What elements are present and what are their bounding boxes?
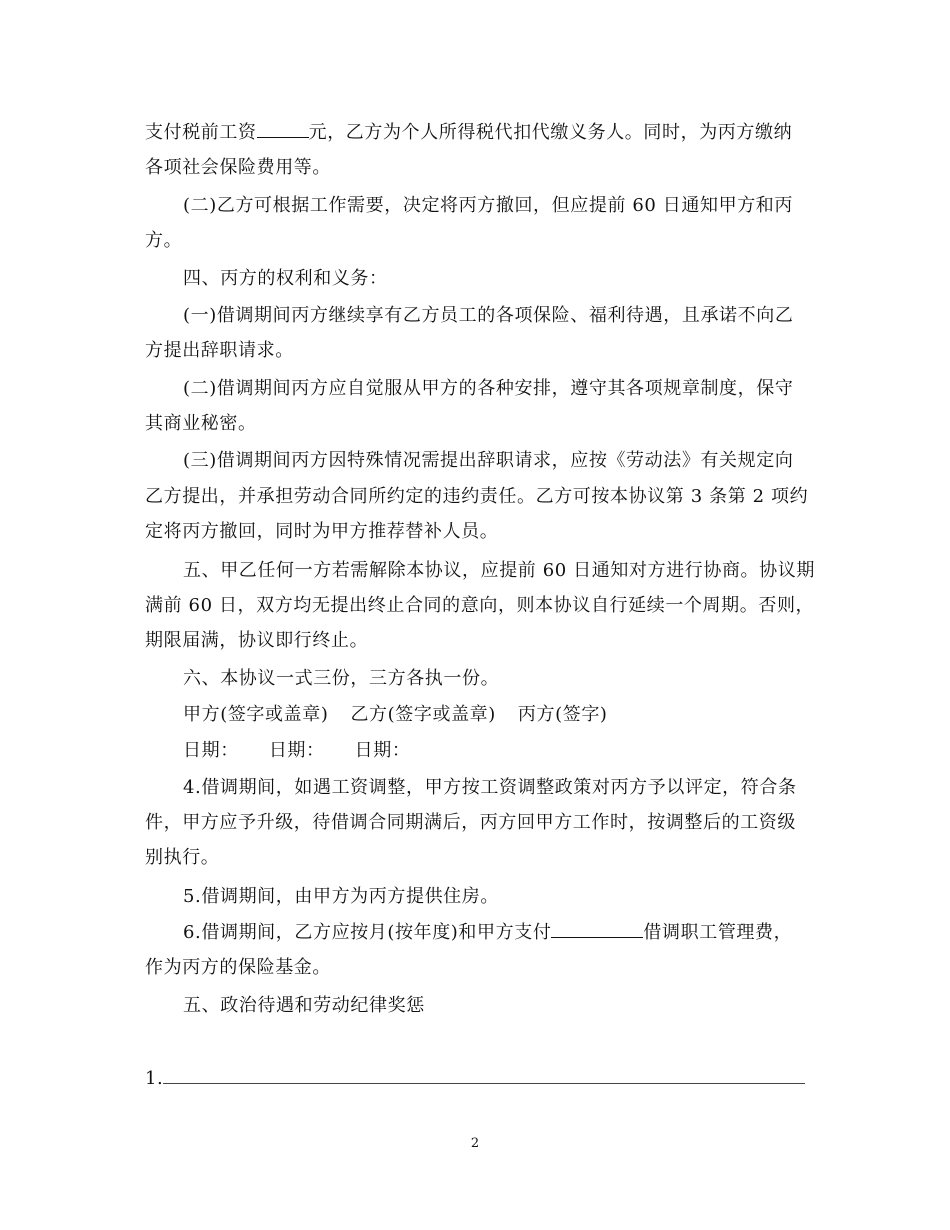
paragraph-line: 4.借调期间，如遇工资调整，甲方按工资调整政策对丙方予以评定，符合条 xyxy=(183,777,797,798)
numbered-item-label: 1. xyxy=(145,1068,164,1089)
paragraph-line: 五、甲乙任何一方若需解除本协议，应提前 60 日通知对方进行协商。协议期 xyxy=(183,560,815,581)
text-line: 作为丙方的保险基金。 xyxy=(145,957,331,978)
text-line: 件，甲方应予升级，待借调合同期满后，丙方回甲方工作时，按调整后的工资级 xyxy=(145,812,796,833)
paragraph-line: (二)借调期间丙方应自觉服从甲方的各种安排，遵守其各项规章制度，保守 xyxy=(183,378,794,399)
text-line: 各项社会保险费用等。 xyxy=(145,157,331,178)
text-run: 支付税前工资 xyxy=(145,122,257,143)
paragraph-line: (一)借调期间丙方继续享有乙方员工的各项保险、福利待遇，且承诺不向乙 xyxy=(183,305,794,326)
text-line: 方。 xyxy=(145,230,183,251)
text-line: 方提出辞职请求。 xyxy=(145,340,294,361)
date-label: 日期： xyxy=(354,740,411,761)
party-b-signature-label: 乙方(签字或盖章) xyxy=(350,704,496,725)
party-c-signature-label: 丙方(签字) xyxy=(517,704,608,725)
signature-line xyxy=(183,703,608,727)
text-line xyxy=(145,121,792,145)
blank-field xyxy=(551,935,643,938)
text-line: 其商业秘密。 xyxy=(145,413,257,434)
section-heading: 四、丙方的权利和义务： xyxy=(183,268,388,289)
page-number: 2 xyxy=(470,1136,480,1151)
text-line: 期限届满，协议即行终止。 xyxy=(145,630,369,651)
text-line: 满前 60 日，双方均无提出终止合同的意向，则本协议自行延续一个周期。否则， xyxy=(145,595,815,616)
text-line: 别执行。 xyxy=(145,847,220,868)
paragraph-line: 六、本协议一式三份，三方各执一份。 xyxy=(183,668,500,689)
paragraph-line: 5.借调期间，由甲方为丙方提供住房。 xyxy=(183,886,499,907)
section-heading: 五、政治待遇和劳动纪律奖惩 xyxy=(183,995,425,1016)
date-label: 日期： xyxy=(268,740,325,761)
date-label: 日期： xyxy=(183,740,239,761)
blank-field xyxy=(257,135,309,138)
paragraph-line: (二)乙方可根据工作需要，决定将丙方撤回，但应提前 60 日通知甲方和丙 xyxy=(183,195,793,216)
text-run: 借调职工管理费， xyxy=(643,922,793,943)
text-line: 定将丙方撤回，同时为甲方推荐替补人员。 xyxy=(145,521,499,542)
text-run: 6.借调期间，乙方应按月(按年度)和甲方支付 xyxy=(183,922,552,943)
text-run: 元，乙方为个人所得税代扣代缴义务人。同时，为丙方缴纳 xyxy=(308,122,793,143)
party-a-signature-label: 甲方(签字或盖章) xyxy=(183,704,329,725)
paragraph-line: (三)借调期间丙方因特殊情况需提出辞职请求，应按《劳动法》有关规定向 xyxy=(183,450,794,471)
text-line: 乙方提出，并承担劳动合同所约定的违约责任。乙方可按本协议第 3 条第 2 项约 xyxy=(145,486,809,507)
fill-in-line xyxy=(163,1083,805,1084)
date-line xyxy=(183,739,410,763)
paragraph-line xyxy=(183,921,792,945)
